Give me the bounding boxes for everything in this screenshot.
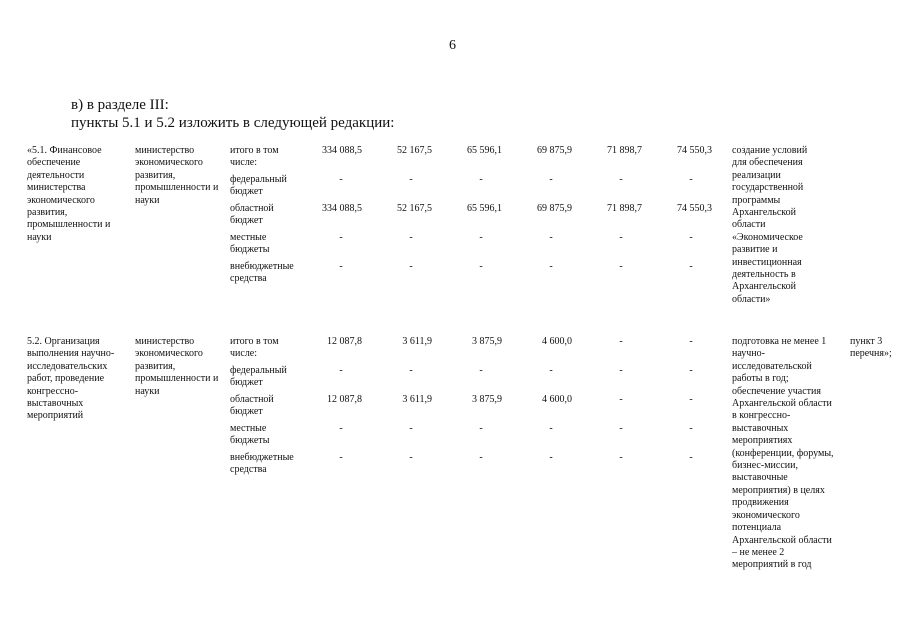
- row2-extrabudget-col6: -: [689, 452, 693, 463]
- row2-total-col2: 3 611,9: [402, 336, 432, 347]
- row2-regional-col3: 3 875,9: [472, 394, 502, 405]
- row1-federal-col1: -: [339, 174, 343, 185]
- row2-federal-col1: -: [339, 365, 343, 376]
- row1-federal-col6: -: [689, 174, 693, 185]
- row2-total-col6: -: [689, 336, 693, 347]
- row1-source-local: местные бюджеты: [230, 232, 270, 256]
- row2-regional-col2: 3 611,9: [402, 394, 432, 405]
- row2-local-col2: -: [409, 423, 413, 434]
- row1-federal-col5: -: [619, 174, 623, 185]
- row1-regional-col5: 71 898,7: [607, 203, 642, 214]
- row1-total-col1: 334 088,5: [322, 145, 362, 156]
- row1-regional-col2: 52 167,5: [397, 203, 432, 214]
- row2-local-col6: -: [689, 423, 693, 434]
- row2-extrabudget-col4: -: [549, 452, 553, 463]
- row2-federal-col6: -: [689, 365, 693, 376]
- row1-source-federal: федеральный бюджет: [230, 174, 287, 198]
- row1-federal-col2: -: [409, 174, 413, 185]
- row1-local-col2: -: [409, 232, 413, 243]
- row2-total-col5: -: [619, 336, 623, 347]
- row1-source-extrabudget: внебюджетные средства: [230, 261, 294, 285]
- row1-regional-col3: 65 596,1: [467, 203, 502, 214]
- row1-total-col3: 65 596,1: [467, 145, 502, 156]
- row2-regional-col6: -: [689, 394, 693, 405]
- row2-source-total: итого в том числе:: [230, 336, 279, 360]
- row1-source-total: итого в том числе:: [230, 145, 279, 169]
- row2-name-cell: 5.2. Организация выполнения научно-исследовательских работ, проведение конгрессно-выставочных мероприятий: [27, 336, 115, 422]
- row1-regional-col1: 334 088,5: [322, 203, 362, 214]
- row2-executor-cell: министерство экономического развития, промышленности и науки: [135, 336, 219, 397]
- row2-local-col5: -: [619, 423, 623, 434]
- row2-total-col3: 3 875,9: [472, 336, 502, 347]
- row1-federal-col4: -: [549, 174, 553, 185]
- row1-extrabudget-col6: -: [689, 261, 693, 272]
- row2-regional-col5: -: [619, 394, 623, 405]
- row1-local-col4: -: [549, 232, 553, 243]
- row1-total-col2: 52 167,5: [397, 145, 432, 156]
- row2-federal-col2: -: [409, 365, 413, 376]
- row1-source-regional: областной бюджет: [230, 203, 274, 227]
- row2-federal-col3: -: [479, 365, 483, 376]
- row1-extrabudget-col5: -: [619, 261, 623, 272]
- row2-federal-col5: -: [619, 365, 623, 376]
- page-number: 6: [449, 38, 456, 53]
- row2-extrabudget-col3: -: [479, 452, 483, 463]
- row1-local-col5: -: [619, 232, 623, 243]
- row1-local-col1: -: [339, 232, 343, 243]
- row1-extrabudget-col2: -: [409, 261, 413, 272]
- row2-extrabudget-col5: -: [619, 452, 623, 463]
- row2-extrabudget-col1: -: [339, 452, 343, 463]
- row1-total-col6: 74 550,3: [677, 145, 712, 156]
- row2-source-local: местные бюджеты: [230, 423, 270, 447]
- row2-source-regional: областной бюджет: [230, 394, 274, 418]
- row2-federal-col4: -: [549, 365, 553, 376]
- row1-extrabudget-col4: -: [549, 261, 553, 272]
- row1-regional-col6: 74 550,3: [677, 203, 712, 214]
- row2-extrabudget-col2: -: [409, 452, 413, 463]
- row1-name-cell: «5.1. Финансовое обеспечение деятельности министерства экономического развития, промышленности и науки: [27, 145, 111, 243]
- row2-regional-col1: 12 087,8: [327, 394, 362, 405]
- row2-local-col3: -: [479, 423, 483, 434]
- row2-link-cell: пункт 3 перечня»;: [850, 336, 892, 360]
- row2-source-federal: федеральный бюджет: [230, 365, 287, 389]
- row1-federal-col3: -: [479, 174, 483, 185]
- row1-extrabudget-col1: -: [339, 261, 343, 272]
- row1-total-col4: 69 875,9: [537, 145, 572, 156]
- row2-result-cell: подготовка не менее 1 научно-исследовательской работы в год; обеспечение участия Архангельской области в конгрессно-выставочных мероприятиях (конференции, форумы, бизнес-миссии, выставочные мероприятия) в целях продвижения экономического потенциала Архангельской области – не менее 2 мероприятий в год: [732, 336, 834, 571]
- row2-source-extrabudget: внебюджетные средства: [230, 452, 294, 476]
- row2-total-col1: 12 087,8: [327, 336, 362, 347]
- row1-result-cell: создание условий для обеспечения реализации государственной программы Архангельской области «Экономическое развитие и инвестиционная деятельность в Архангельской области»: [732, 145, 808, 305]
- row1-local-col6: -: [689, 232, 693, 243]
- row1-regional-col4: 69 875,9: [537, 203, 572, 214]
- row1-total-col5: 71 898,7: [607, 145, 642, 156]
- intro-line-2: пункты 5.1 и 5.2 изложить в следующей редакции:: [71, 115, 395, 131]
- row1-local-col3: -: [479, 232, 483, 243]
- row2-local-col4: -: [549, 423, 553, 434]
- row2-regional-col4: 4 600,0: [542, 394, 572, 405]
- row1-executor-cell: министерство экономического развития, промышленности и науки: [135, 145, 219, 206]
- row1-extrabudget-col3: -: [479, 261, 483, 272]
- row2-total-col4: 4 600,0: [542, 336, 572, 347]
- row2-local-col1: -: [339, 423, 343, 434]
- intro-line-1: в) в разделе III:: [71, 97, 169, 113]
